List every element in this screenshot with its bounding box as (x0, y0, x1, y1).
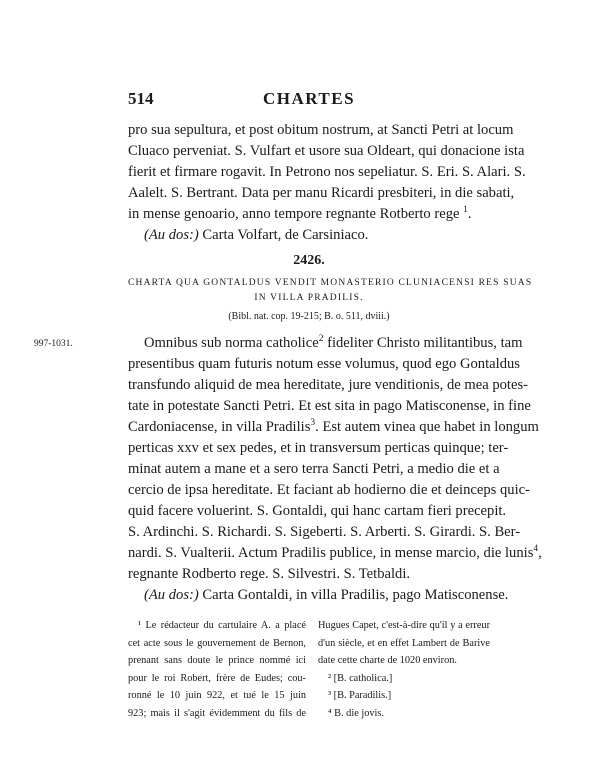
text-line (128, 543, 542, 563)
footnote-ref: 1 (463, 205, 468, 216)
text-line: transfundo aliquid de mea hereditate, jure venditionis, de mea potes- (128, 377, 528, 393)
text-line: pro sua sepultura, et post obitum nostrum, at Sancti Petri at locum (128, 122, 514, 138)
footnotes-right-column (318, 617, 490, 722)
text-line: in mense genoario, anno tempore regnante Rotberto rege $^1$. (128, 205, 472, 222)
page-header (128, 89, 490, 111)
text-line (144, 333, 523, 353)
footnote-line: prenant sans doute le prince nommé ici (128, 655, 306, 666)
charter-title-line: IN VILLA PRADILIS. (254, 293, 364, 303)
footnote-ref: 3 (310, 418, 316, 429)
footnote-line: ⁴ B. die jovis. (328, 707, 384, 719)
footnote-line: ² [B. catholica.] (328, 672, 393, 684)
text-segment: nardi. S. Vualterii. Actum Pradilis publice, in mense marcio, die lunis (128, 545, 534, 561)
charter-source: (Bibl. nat. cop. 19-215; B. o. 511, dviii.) (228, 311, 390, 322)
text-segment: Cardoniacense, in villa Pradilis (128, 419, 311, 435)
endorsement-text: Carta Gontaldi, in villa Pradilis, pago Matisconense. (202, 587, 509, 603)
footnote-line: ³ [B. Paradilis.] (328, 690, 392, 701)
text-segment: fideliter Christo militantibus, tam (323, 335, 523, 351)
footnote-ref: 4 (533, 544, 539, 555)
text-line: minat autem a mane et a sero terra Sancti Petri, a medio die et a (128, 461, 500, 477)
footnote-line: 923; mais il s'agit évidemment du fils de (128, 707, 306, 719)
endorsement (144, 225, 490, 245)
text-line: tate in potestate Sancti Petri. Et est sita in pago Matisconense, in fine (128, 398, 531, 414)
text-segment: in mense genoario, anno tempore regnante Rotberto rege (128, 206, 460, 222)
text-segment: , (538, 545, 542, 561)
text-line: Cluaco perveniat. S. Vulfart et usore sua Oldeart, qui donacione ista (128, 143, 525, 159)
footnotes-left-column (128, 617, 306, 722)
text-line: presentibus quam futuris notum esse volumus, quod ego Gontaldus (128, 356, 520, 372)
text-segment: Omnibus sub norma catholice (144, 335, 319, 351)
endorsement-label: (Au dos:) (144, 587, 199, 603)
footnote-line: ronné le 10 juin 922, et tué le 15 juin (128, 690, 306, 701)
margin-date: 997-1031. (34, 339, 73, 349)
endorsement-text: Carta Volfart, de Carsiniaco. (202, 227, 369, 243)
footnote-line: date cette charte de 1020 environ. (318, 655, 457, 666)
footnote-line: cet acte sous le gouvernement de Bernon, (128, 637, 306, 649)
footnote-line: Hugues Capet, c'est-à-dire qu'il y a erreur (318, 620, 490, 631)
footnote-line: ¹ Le rédacteur du cartulaire A. a placé (138, 620, 306, 631)
text-line: S. Ardinchi. S. Richardi. S. Sigeberti. S. Arberti. S. Girardi. S. Ber- (128, 524, 521, 540)
text-line: regnante Rodberto rege. S. Silvestri. S. Tetbaldi. (128, 566, 411, 582)
text-segment: . Est autem vinea que habet in longum (315, 419, 539, 435)
endorsement-label: (Au dos:) (144, 227, 199, 243)
charter-title-line: CHARTA QUA GONTALDUS VENDIT MONASTERIO CLUNIACENSI RES SUAS (128, 278, 533, 288)
text-line: perticas xxv et sex pedes, et in transversum perticas quinque; ter- (128, 440, 509, 456)
text-line (128, 417, 539, 437)
page-number: 514 (128, 89, 154, 108)
text-line: fierit et firmare rogavit. In Petrono nos sepeliatur. S. Eri. S. Alari. S. (128, 164, 526, 180)
running-title: CHARTES (262, 89, 356, 108)
footnote-ref: 2 (318, 334, 324, 345)
footnote-line: pour le roi Robert, frère de Eudes; cou- (128, 672, 306, 684)
endorsement (144, 585, 509, 605)
charter-number: 2426. (293, 253, 325, 268)
footnote-line: d'un siècle, et en effet Lambert de Barive (318, 637, 490, 649)
text-line: quid facere voluerint. S. Gontaldi, qui hanc cartam fieri precepit. (128, 503, 507, 519)
text-line: cercio de ipsa hereditate. Et faciant ab hodierno die et deinceps quic- (128, 482, 530, 498)
text-line: Aalelt. S. Bertrant. Data per manu Ricardi presbiteri, in die sabati, (128, 185, 515, 201)
